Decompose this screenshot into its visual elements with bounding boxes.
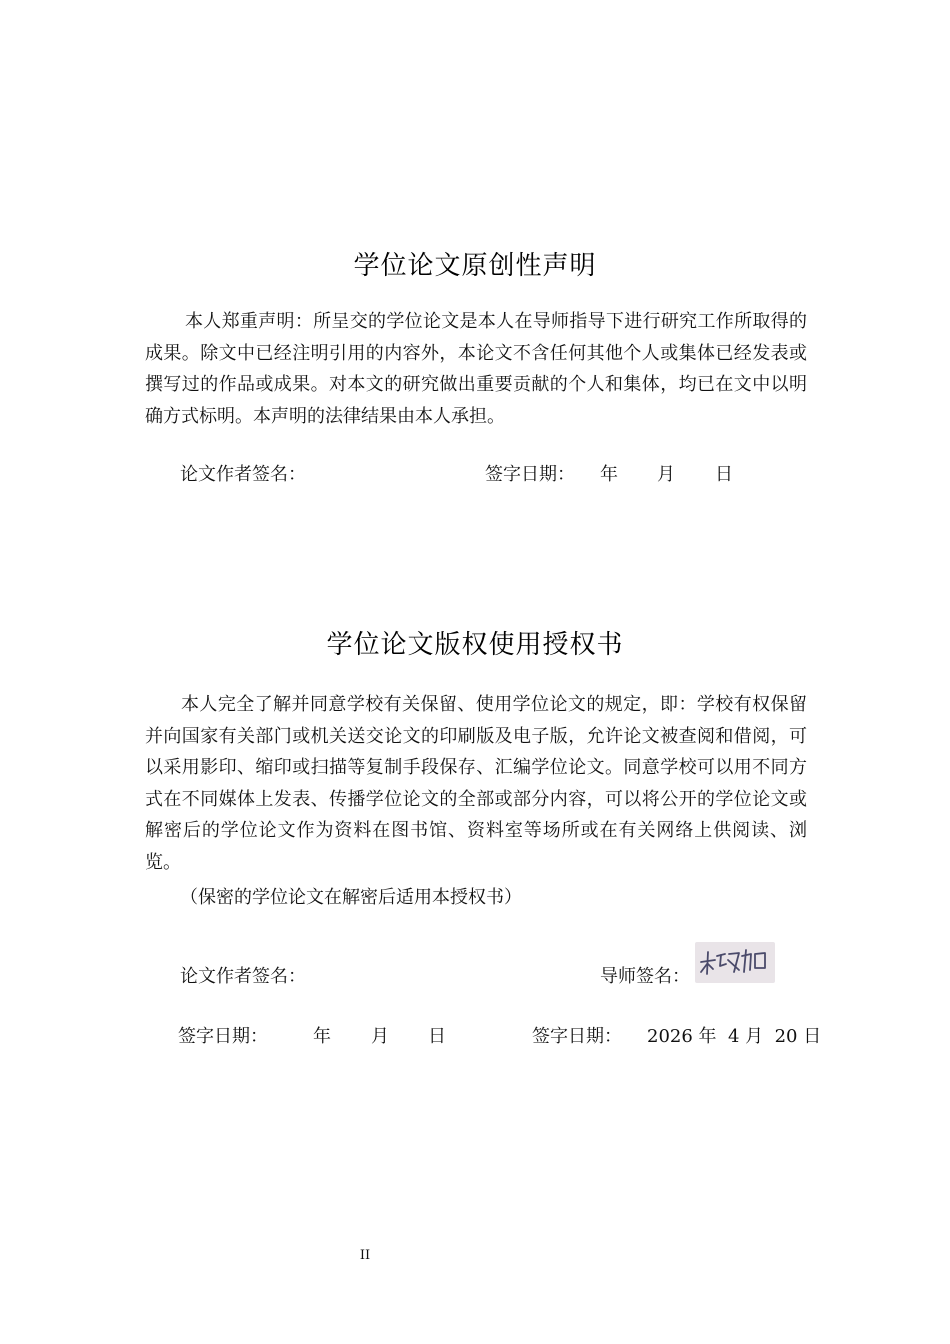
- authorization-body: 本人完全了解并同意学校有关保留、使用学位论文的规定，即：学校有权保留并向国家有关部门或机关送交论文的印刷版及电子版，允许论文被查阅和借阅，可以采用影印、缩印或扫描等复制手段保存、汇编学位论文。同意学校可以用不同方式在不同媒体上发表、传播学位论文的全部或部分内容，可以将公开的学位论文或解密后的学位论文作为资料在图书馆、资料室等场所或在有关网络上供阅读、浏览。: [145, 694, 807, 873]
- authorization-author-date-label: 签字日期：: [178, 1026, 268, 1047]
- authorization-advisor-date: 2026 年 4 月 20 日: [647, 1026, 822, 1047]
- declaration-year-label: 年: [600, 464, 618, 485]
- declaration-month-label: 月: [657, 464, 675, 485]
- advisor-signature-image: [695, 942, 775, 983]
- authorization-note: （保密的学位论文在解密后适用本授权书）: [180, 887, 522, 908]
- authorization-title: 学位论文版权使用授权书: [326, 630, 624, 660]
- authorization-author-month: 月: [371, 1026, 389, 1047]
- declaration-body: 本人郑重声明：所呈交的学位论文是本人在导师指导下进行研究工作所取得的成果。除文中已经注明引用的内容外，本论文不含任何其他个人或集体已经发表或撰写过的作品或成果。对本文的研究做出重要贡献的个人和集体，均已在文中以明确方式标明。本声明的法律结果由本人承担。: [145, 311, 807, 427]
- declaration-date-label: 签字日期：: [485, 464, 575, 485]
- declaration-day-label: 日: [715, 464, 733, 485]
- handwritten-signature: [695, 942, 775, 983]
- authorization-author-year: 年: [313, 1026, 331, 1047]
- declaration-title: 学位论文原创性声明: [353, 251, 597, 281]
- declaration-author-sign-label: 论文作者签名：: [180, 464, 306, 485]
- authorization-advisor-date-label: 签字日期：: [532, 1026, 622, 1047]
- authorization-author-day: 日: [428, 1026, 446, 1047]
- authorization-author-sign-label: 论文作者签名：: [180, 966, 306, 987]
- page-number: II: [359, 1248, 371, 1263]
- authorization-advisor-sign-label: 导师签名：: [600, 966, 690, 987]
